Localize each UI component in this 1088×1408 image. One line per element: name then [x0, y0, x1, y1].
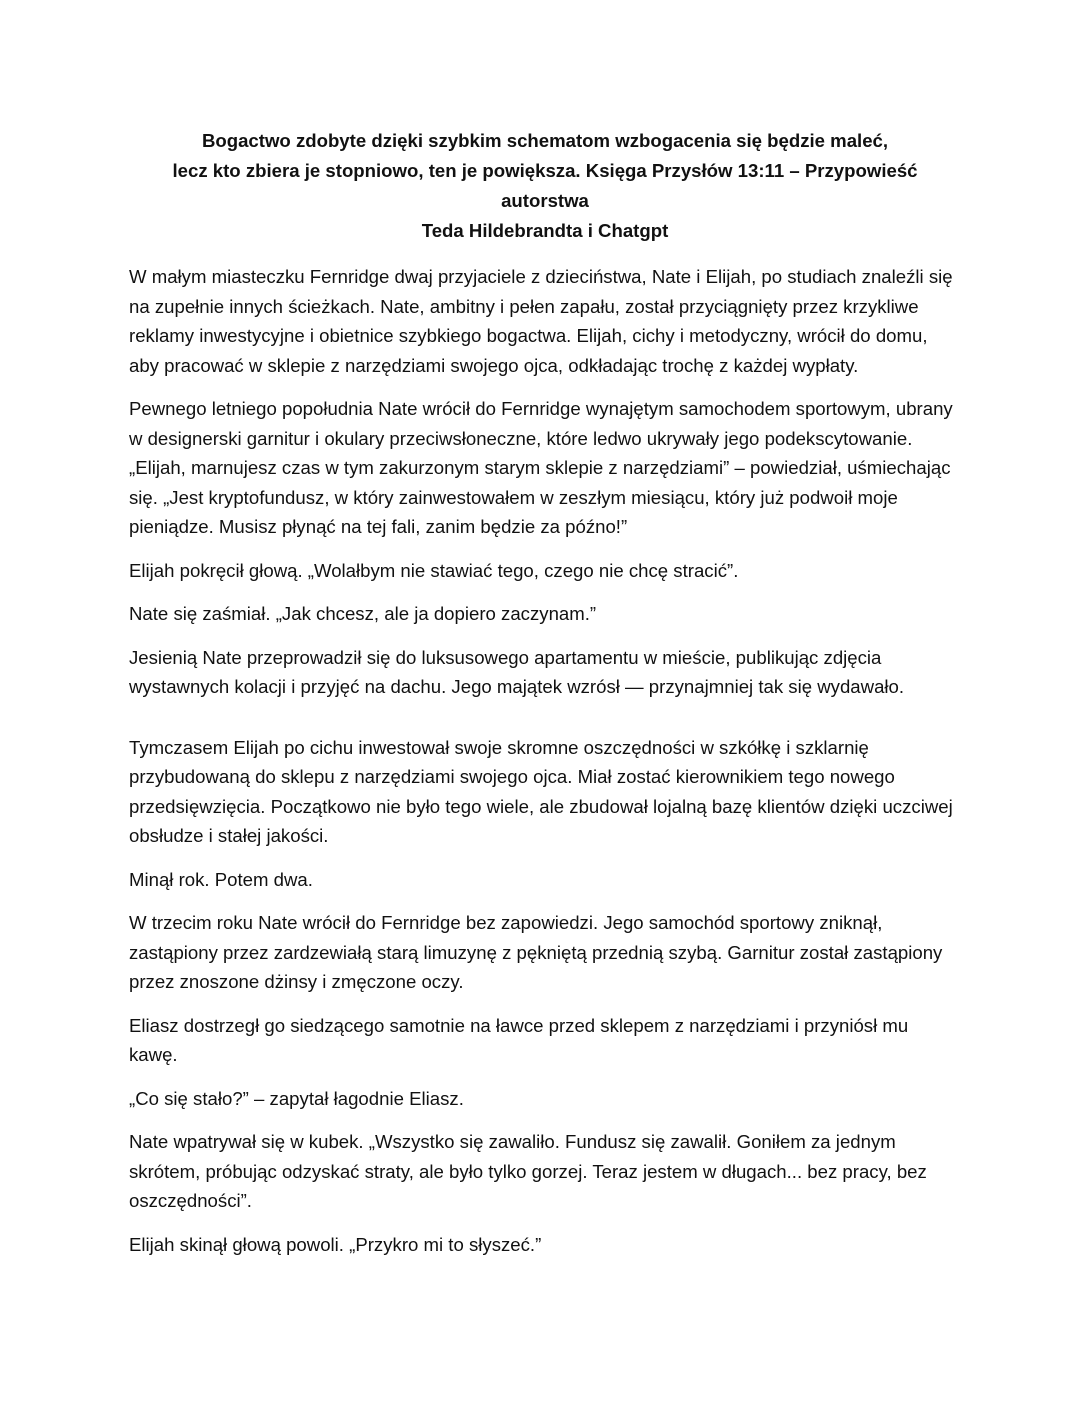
- paragraph-sympathy: Elijah skinął głową powoli. „Przykro mi to słyszeć.”: [129, 1233, 542, 1255]
- paragraph-summer-visit: Pewnego letniego popołudnia Nate wrócił do Fernridge wynajętym samochodem sportowym, ubrany w designerski garnitur i okulary przeciwsłoneczne, które ledwo ukrywały jego podekscytowanie. „Elijah, marnujesz czas w tym zakurzonym starym sklepie z narzędziami” – powiedział, uśmiechając się. „Jest kryptofundusz, w który zainwestowałem w zeszłym miesiącu, który już podwoił moje pieniądze. Musisz płynąć na tej fali, zanim będzie za późno!”: [129, 398, 953, 537]
- paragraph-collapse: Nate wpatrywał się w kubek. „Wszystko się zawaliło. Fundusz się zawalił. Goniłem za jednym skrótem, próbując odzyskać straty, ale było tylko gorzej. Teraz jestem w długach... bez pracy, bez oszczędności”.: [129, 1131, 927, 1211]
- document-body: [129, 126, 961, 1273]
- paragraph-meanwhile: Tymczasem Elijah po cichu inwestował swoje skromne oszczędności w szkółkę i szklarnię przybudowaną do sklepu z narzędziami swojego ojca. Miał zostać kierownikiem tego nowego przedsięwzięcia. Początkowo nie było tego wiele, ale zbudował lojalną bazę klientów dzięki uczciwej obsłudze i stałej jakości.: [129, 736, 953, 846]
- paragraph-elijah-reply: Elijah pokręcił głową. „Wolałbym nie stawiać tego, czego nie chcę stracić”.: [129, 559, 739, 581]
- title-line: Teda Hildebrandta i Chatgpt: [421, 220, 669, 241]
- paragraph-coffee: Eliasz dostrzegł go siedzącego samotnie na ławce przed sklepem z narzędziami i przyniósł mu kawę.: [129, 1014, 909, 1065]
- paragraph-question: „Co się stało?” – zapytał łagodnie Eliasz.: [129, 1087, 464, 1109]
- title-line: lecz kto zbiera je stopniowo, ten je powiększa. Księga Przysłów 13:11 – Przypowieść autorstwa: [172, 160, 918, 211]
- paragraph-intro: W małym miasteczku Fernridge dwaj przyjaciele z dzieciństwa, Nate i Elijah, po studiach znaleźli się na zupełnie innych ścieżkach. Nate, ambitny i pełen zapału, został przyciągnięty przez krzykliwe reklamy inwestycyjne i obietnice szybkiego bogactwa. Elijah, cichy i metodyczny, wrócił do domu, aby pracować w sklepie z narzędziami swojego ojca, odkładając trochę z każdej wypłaty.: [129, 266, 953, 376]
- paragraph-years-pass: Minął rok. Potem dwa.: [129, 868, 313, 890]
- title-line: Bogactwo zdobyte dzięki szybkim schematom wzbogacenia się będzie maleć,: [201, 130, 889, 151]
- paragraph-third-year: W trzecim roku Nate wrócił do Fernridge bez zapowiedzi. Jego samochód sportowy zniknął, zastąpiony przez zardzewiałą starą limuzynę z pękniętą przednią szybą. Garnitur został zastąpiony przez znoszone dżinsy i zmęczone oczy.: [129, 912, 943, 992]
- paragraph-autumn: Jesienią Nate przeprowadził się do luksusowego apartamentu w mieście, publikując zdjęcia wystawnych kolacji i przyjęć na dachu. Jego majątek wzrósł — przynajmniej tak się wydawało.: [129, 646, 905, 697]
- paragraph-nate-laugh: Nate się zaśmiał. „Jak chcesz, ale ja dopiero zaczynam.”: [129, 603, 597, 624]
- document-title: [129, 126, 961, 246]
